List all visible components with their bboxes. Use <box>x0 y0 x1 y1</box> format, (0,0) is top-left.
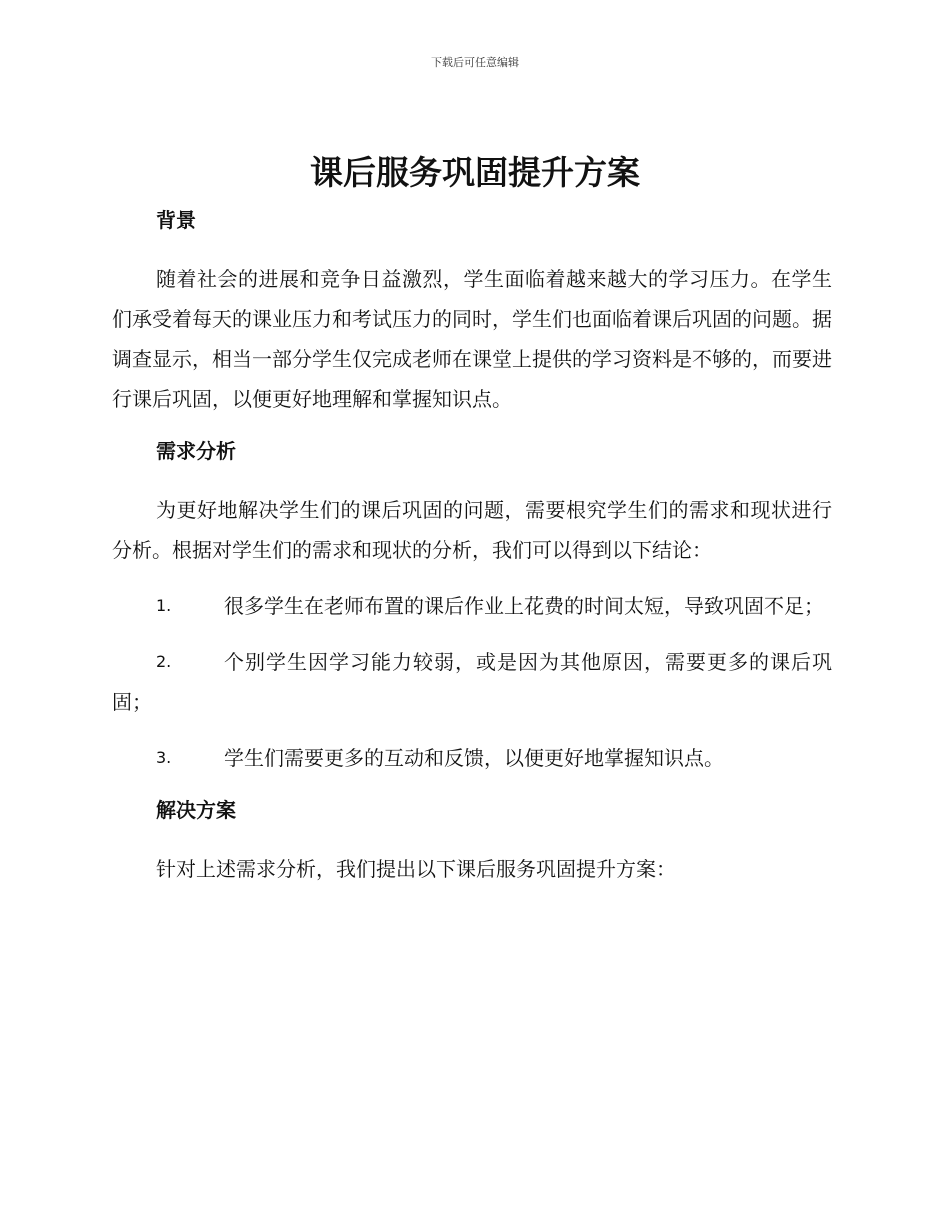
needs-analysis-paragraph: 为更好地解决学生们的课后巩固的问题，需要根究学生们的需求和现状进行分析。根据对学生们的需求和现状的分析，我们可以得到以下结论： <box>112 498 832 562</box>
list-item-number: 3. <box>156 748 172 767</box>
list-item <box>112 738 832 778</box>
section-heading-solution: 解决方案 <box>156 798 236 822</box>
solution-paragraph: 针对上述需求分析，我们提出以下课后服务巩固提升方案： <box>156 857 676 881</box>
document-title: 课后服务巩固提升方案 <box>310 153 640 192</box>
list-item <box>112 586 832 626</box>
list-item-number: 2. <box>156 652 172 671</box>
header-note: 下载后可任意编辑 <box>431 56 519 69</box>
list-item-text: 很多学生在老师布置的课后作业上花费的时间太短，导致巩固不足； <box>224 594 824 618</box>
background-paragraph: 随着社会的进展和竞争日益激烈，学生面临着越来越大的学习压力。在学生们承受着每天的课业压力和考试压力的同时，学生们也面临着课后巩固的问题。据调查显示，相当一部分学生仅完成老师在课堂上提供的学习资料是不够的，而要进行课后巩固，以便更好地理解和掌握知识点。 <box>112 267 832 411</box>
list-item <box>112 642 832 722</box>
list-item-number: 1. <box>156 596 172 615</box>
section-heading-background: 背景 <box>156 208 196 232</box>
list-item-text: 学生们需要更多的互动和反馈，以便更好地掌握知识点。 <box>224 746 724 770</box>
section-heading-needs-analysis: 需求分析 <box>156 439 236 463</box>
list-item-text: 个别学生因学习能力较弱，或是因为其他原因，需要更多的课后巩固； <box>112 650 832 714</box>
document-body <box>112 205 832 889</box>
